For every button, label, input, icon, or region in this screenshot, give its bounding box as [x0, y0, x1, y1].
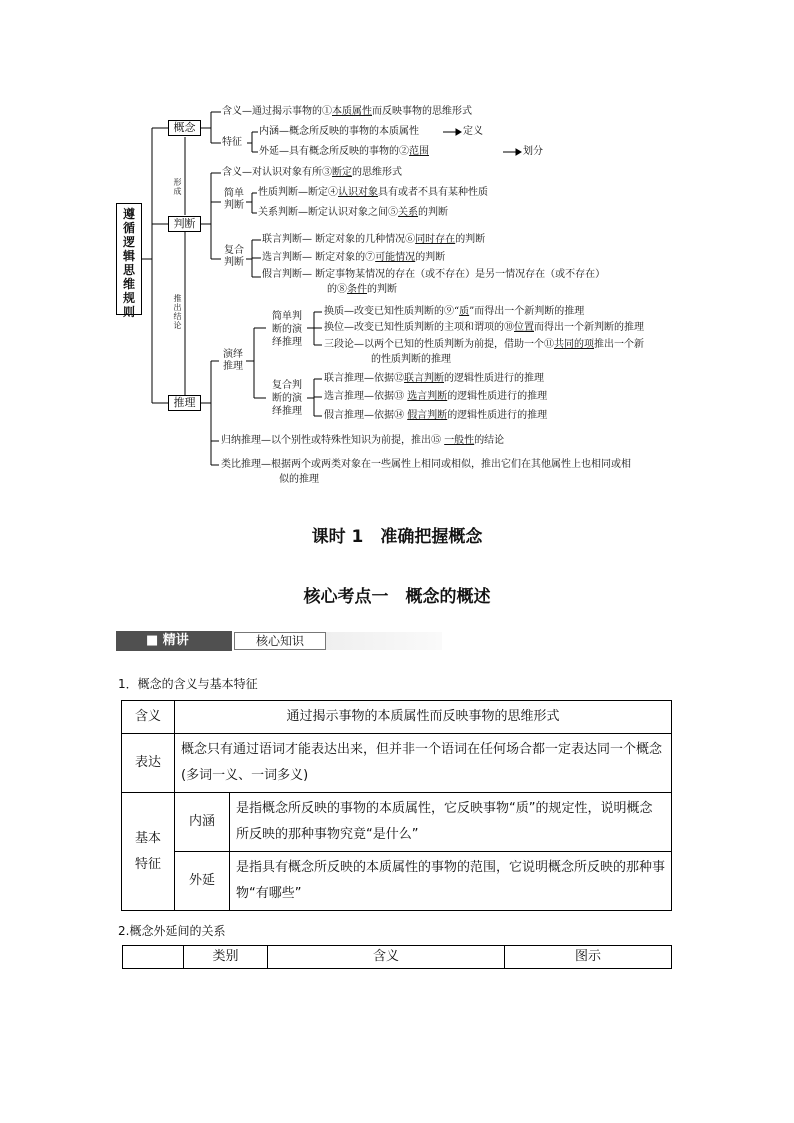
mindmap-root: [116, 203, 142, 319]
header-diagram: 图示: [505, 946, 672, 969]
answer-blank: 联言判断: [404, 373, 444, 384]
point-title: 核心考点一 概念的概述: [303, 587, 491, 607]
text: 选言推理—依据⑬: [324, 391, 408, 402]
text: 演绎: [223, 349, 243, 360]
reasoning-induction: [221, 435, 504, 447]
cell-intension-text: 是指概念所反映的事物的本质属性，它反映事物“质”的规定性，说明概念所反映的那种事物究竟“是什么”: [230, 793, 672, 852]
text: ”而得出一个新判断的推理: [469, 306, 585, 317]
root-char: 遵: [122, 207, 135, 221]
root-char: 辑: [122, 249, 135, 263]
text: 联言推理—依据⑫: [324, 373, 404, 384]
judgment-meaning: [222, 167, 402, 179]
text: 简单判: [272, 311, 302, 322]
cell-intension-label: 内涵: [175, 793, 230, 852]
table-header-row: [123, 946, 672, 969]
concept-meaning: [222, 106, 472, 118]
text: 换位—改变已知性质判断的主项和谓项的⑩: [324, 322, 514, 333]
link-char: 形: [173, 178, 182, 187]
lesson-title: 课时 1 准确把握概念: [311, 527, 483, 547]
header-category: 类别: [184, 946, 268, 969]
answer-blank: 同时存在: [415, 234, 456, 245]
answer-blank: 范围: [409, 146, 429, 157]
compound-deductive-label: [267, 379, 307, 418]
link-char: 结: [173, 312, 182, 321]
section2-heading: 2.概念外延间的关系: [118, 924, 226, 938]
answer-blank: 关系: [398, 207, 418, 218]
answer-blank: 质: [459, 306, 470, 317]
cell-expression-label: 表达: [122, 734, 175, 793]
root-char: 循: [122, 221, 135, 235]
root-char: 则: [122, 305, 135, 319]
text: 含义—通过揭示事物的①: [222, 106, 332, 117]
header-meaning: 含义: [268, 946, 505, 969]
answer-blank: 共同的项: [554, 339, 594, 350]
text: 特征: [134, 856, 161, 872]
concept-extension: [259, 146, 429, 158]
answer-blank: 可能情况: [375, 252, 416, 263]
answer-blank: 假言判断: [407, 410, 448, 421]
text: 的判断: [455, 234, 486, 245]
cell-basic-label: [122, 793, 175, 911]
text: 性质判断—断定④: [258, 187, 338, 198]
answer-blank: 条件: [347, 284, 367, 295]
reasoning-syllogism-line2: 的性质判断的推理: [371, 354, 451, 365]
text: 假言推理—依据⑭: [324, 410, 408, 421]
text: 的判断: [415, 252, 446, 263]
text: 的判断: [418, 207, 448, 218]
text: 三段论—以两个已知的性质判断为前提，借助一个⑪: [324, 339, 554, 350]
text: 判断: [224, 257, 244, 268]
judgment-hypothetical-line2: [327, 284, 397, 296]
judgment-relation: [258, 207, 448, 219]
text: 绎推理: [272, 406, 302, 417]
text: 归纳推理—以个别性或特殊性知识为前提，推出⑮: [221, 435, 445, 446]
link-char: 推: [173, 294, 182, 303]
text: 的结论: [474, 435, 505, 446]
text: 的判断: [367, 284, 397, 295]
table-row: [122, 852, 672, 911]
concept-intension: 内涵—概念所反映的事物的本质属性: [259, 126, 419, 137]
judgment-nature: [258, 187, 488, 199]
section-banner: [116, 631, 430, 651]
root-char: 规: [122, 291, 135, 305]
judgment-conjunctive: [262, 234, 485, 246]
text: 而得出一个新判断的推理: [534, 322, 644, 333]
reasoning-obversion: [324, 322, 644, 334]
judgment-compound-label: [222, 245, 246, 269]
concept-definition: 定义: [463, 126, 483, 137]
header-empty: [123, 946, 184, 969]
simple-deductive-label: [267, 310, 307, 349]
text: 关系判断—断定认识对象之间⑤: [258, 207, 398, 218]
text: 而反映事物的思维形式: [372, 106, 472, 117]
banner-label-text: ■ 精讲: [146, 633, 189, 648]
text: 判断: [224, 200, 244, 211]
text: 的逻辑性质进行的推理: [447, 391, 548, 402]
text: 选言判断— 断定对象的⑦: [262, 252, 376, 263]
banner-label: [116, 631, 232, 651]
text: 断的演: [272, 393, 302, 404]
node-concept: 概念: [168, 120, 201, 136]
answer-blank: 认识对象: [338, 187, 378, 198]
deductive-label: [221, 349, 245, 373]
banner-tab: 核心知识: [234, 632, 326, 650]
text: 换质—改变已知性质判断的⑨“: [324, 306, 460, 317]
judgment-disjunctive: [262, 252, 445, 264]
text: 联言判断— 断定对象的几种情况⑥: [262, 234, 416, 245]
answer-blank: 一般性: [444, 435, 475, 446]
text: 的⑧: [327, 284, 347, 295]
link-char: 出: [173, 303, 182, 312]
root-char: 逻: [122, 235, 135, 249]
text: 的思维形式: [352, 167, 402, 178]
cell-meaning-label: 含义: [122, 701, 175, 734]
text: 推理: [223, 361, 243, 372]
link-char: 成: [173, 187, 182, 196]
text: 复合判: [272, 380, 302, 391]
link-char: 论: [173, 321, 182, 330]
table-row: [122, 734, 672, 793]
judgment-simple-label: [222, 188, 246, 212]
text: 外延—具有概念所反映的事物的②: [259, 146, 409, 157]
link-label-form: [173, 178, 182, 196]
reasoning-syllogism: [324, 339, 644, 351]
node-judgment: 判断: [168, 216, 201, 232]
table-row: [122, 793, 672, 852]
text: 推出一个新: [594, 339, 644, 350]
text: 基本: [134, 830, 161, 846]
root-char: 维: [122, 277, 135, 291]
reasoning-conversion: [324, 306, 584, 318]
answer-blank: 位置: [514, 322, 534, 333]
reasoning-conjunctive: [324, 373, 544, 385]
reasoning-disjunctive: [324, 391, 547, 403]
link-label-conclude: [173, 294, 182, 330]
node-reasoning: 推理: [168, 395, 201, 411]
root-char: 思: [122, 263, 135, 277]
text: 具有或者不具有某种性质: [378, 187, 488, 198]
cell-extension-text: 是指具有概念所反映的本质属性的事物的范围，它说明概念所反映的那种事物“有哪些”: [230, 852, 672, 911]
reasoning-hypothetical: [324, 410, 547, 422]
concept-division: 划分: [523, 146, 543, 157]
text: 简单: [224, 188, 244, 199]
section1-heading: 1．概念的含义与基本特征: [118, 677, 258, 691]
concept-feature-label: 特征: [222, 137, 242, 148]
cell-extension-label: 外延: [175, 852, 230, 911]
text: 断的演: [272, 324, 302, 335]
cell-meaning-text: 通过揭示事物的本质属性而反映事物的思维形式: [175, 701, 672, 734]
reasoning-analogy-line2: 似的推理: [279, 474, 319, 485]
extension-relation-table: [122, 945, 672, 969]
text: 绎推理: [272, 337, 302, 348]
answer-blank: 本质属性: [332, 106, 372, 117]
text: 含义—对认识对象有所③: [222, 167, 332, 178]
reasoning-analogy: 类比推理—根据两个或两类对象在一些属性上相同或相似，推出它们在其他属性上也相同或相: [221, 459, 631, 470]
text: 的逻辑性质进行的推理: [447, 410, 548, 421]
judgment-hypothetical: 假言判断— 断定事物某情况的存在（或不存在）是另一情况存在（或不存在）: [262, 269, 606, 280]
answer-blank: 断定: [332, 167, 352, 178]
table-row: [122, 701, 672, 734]
cell-expression-text: 概念只有通过语词才能表达出来，但并非一个语词在任何场合都一定表达同一个概念(多词一义、一词多义): [175, 734, 672, 793]
text: 的逻辑性质进行的推理: [444, 373, 544, 384]
concept-table: [121, 700, 672, 911]
answer-blank: 选言判断: [407, 391, 448, 402]
text: 复合: [224, 245, 244, 256]
